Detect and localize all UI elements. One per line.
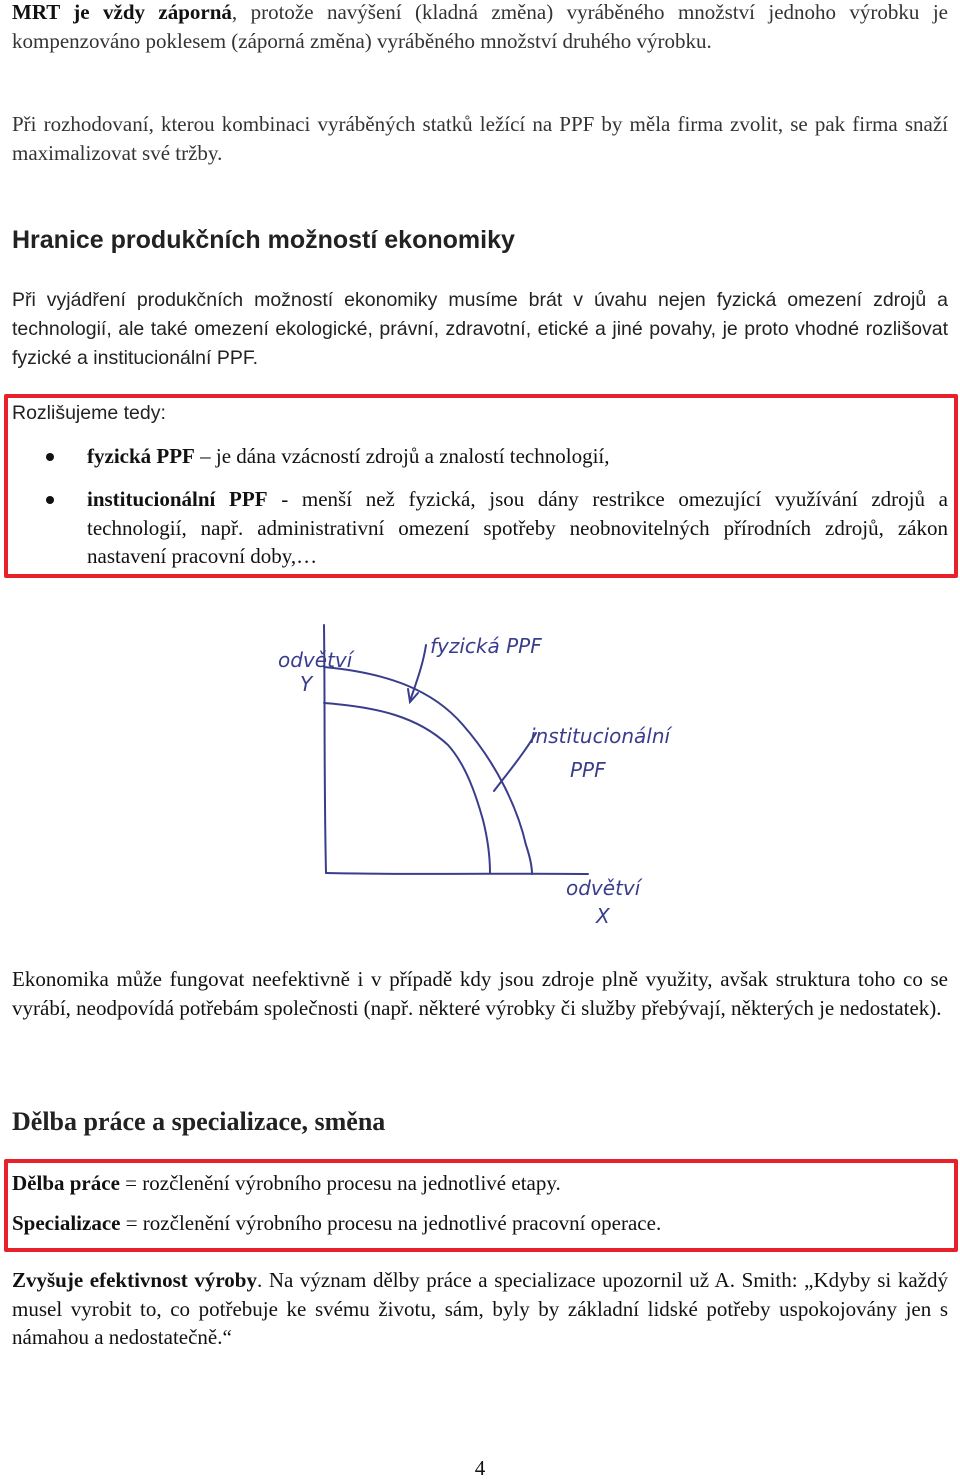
definition-term: Specializace [12,1211,121,1235]
inefficiency-paragraph: Ekonomika může fungovat neefektivně i v případě kdy jsou zdroje plně využity, avšak struktura toho co se vyrábí, neodpovídá potřebám společnosti (např. některé výrobky či služby přebývají, některých je nedostatek). [12,967,948,1020]
definition-division-of-labour [12,1169,948,1198]
bullet-text [87,442,948,471]
mrt-rest: , protože navýšení (kladná změna) vyráběného množství jednoho výrobku je kompenzováno poklesem (záporná změna) vyráběného množství druhého výrobku. [12,0,948,53]
list-item [46,485,948,575]
intro-paragraph-mrt [12,0,948,55]
efficiency-bold: Zvyšuje efektivnost výroby [12,1268,257,1292]
institutional-ppf-label-2: PPF [570,758,606,782]
x-axis-letter: X [596,904,610,928]
definition-text: = rozčlenění výrobního procesu na jednotlivé pracovní operace. [120,1211,662,1235]
bullet-desc: - menší než fyzická, jsou dány restrikce omezující využívání zdrojů a technologií, např. administrativní omezení spotřeby neobnovitelných přírodních zdrojů, zákon nastavení pracovní doby,… [87,487,948,568]
definition-term: Dělba práce [12,1171,120,1195]
section-heading-division-of-labour: Dělba práce a specializace, směna [12,1107,386,1136]
efficiency-paragraph [12,1266,948,1352]
mrt-bold: MRT je vždy záporná [12,0,232,24]
bullet-text [87,485,948,571]
y-axis-letter: Y [300,672,313,696]
definition-specialization [12,1209,948,1238]
list-item [46,442,948,472]
physical-ppf-curve [324,667,532,874]
institutional-ppf-label: institucionální [530,724,671,748]
intro-paragraph-decision: Při rozhodovaní, kterou kombinaci vyráběných statků ležící na PPF by měla firma zvolit, se pak firma snaží maximalizovat své tržby. [12,112,948,165]
physical-ppf-label: fyzická PPF [430,634,542,658]
bullet-dot [46,496,54,504]
section-heading-ppf: Hranice produkčních možností ekonomiky [12,226,515,254]
x-axis-label: odvětví [566,876,641,900]
ppf-sketch-figure [258,605,718,935]
page-number: 4 [474,1456,486,1480]
definition-text: = rozčlenění výrobního procesu na jednotlivé etapy. [119,1171,561,1195]
y-axis-label: odvětví [278,648,353,672]
x-axis [326,873,588,874]
bullet-dot [46,453,54,461]
ppf-paragraph: Při vyjádření produkčních možností ekonomiky musíme brát v úvahu nejen fyzická omezení zdrojů a technologií, ale také omezení ekologické, právní, zdravotní, etické a jiné povahy, je proto vhodné rozlišovat fyzické a institucionální PPF. [12,289,948,369]
bullet-term: fyzická PPF [87,444,195,468]
bullet-desc: – je dána vzácností zdrojů a znalostí technologií, [194,444,610,468]
bullet-term: institucionální PPF [87,487,268,511]
efficiency-text: . Na význam dělby práce a specializace upozornil už A. Smith: „Kdyby si každý musel vyrobit to, co potřebuje ke svému životu, sám, byly by základní lidské potřeby uspokojovány jen s námahou a nedostatečně.“ [12,1268,949,1349]
ppf-lead: Rozlišujeme tedy: [12,402,166,424]
